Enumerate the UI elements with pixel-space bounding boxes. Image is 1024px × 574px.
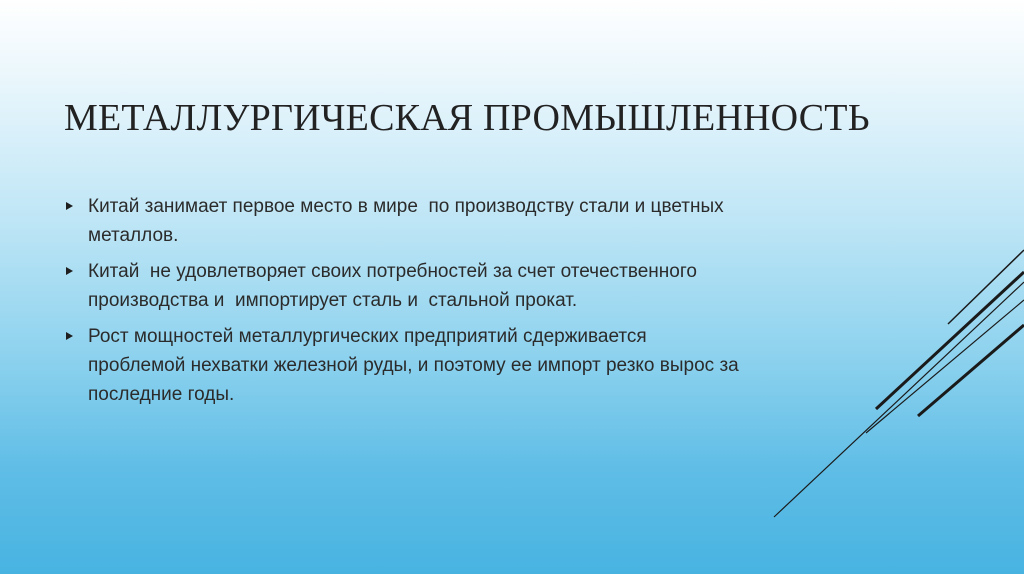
decor-line-short-top	[948, 250, 1024, 324]
decor-line-thin-long	[774, 282, 1024, 517]
slide-title: МЕТАЛЛУРГИЧЕСКАЯ ПРОМЫШЛЕННОСТЬ	[64, 97, 870, 139]
bullet-text: Китай не удовлетворяет своих потребностей за счет отечественного производства и импортирует сталь и стальной прокат.	[88, 261, 703, 311]
decor-line-thick-low	[918, 325, 1024, 416]
bullet-text: Рост мощностей металлургических предприятий сдерживается проблемой нехватки железной руды, и поэтому ее импорт резко вырос за последние годы.	[88, 326, 745, 405]
bullet-text: Китай занимает первое место в мире по производству стали и цветных металлов.	[88, 196, 729, 246]
decor-line-thin-mid	[866, 300, 1024, 433]
